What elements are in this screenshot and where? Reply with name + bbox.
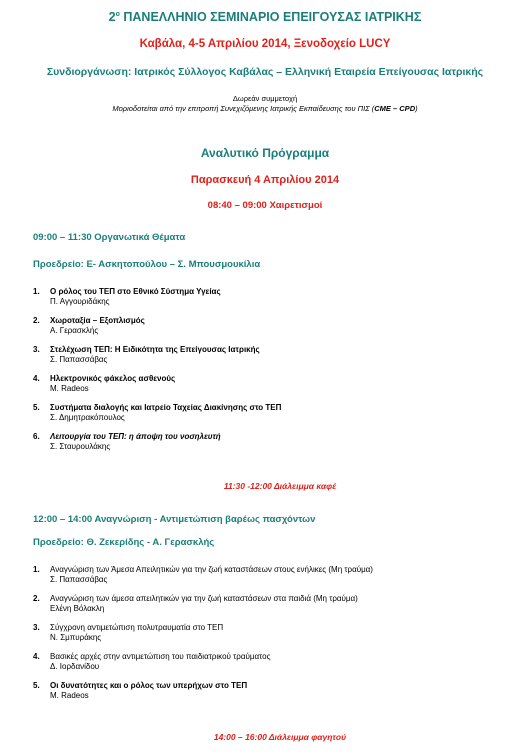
program-heading: Αναλυτικό Πρόγραμμα: [200, 146, 330, 160]
list-item: 5. Οι δυνατότητες και ο ρόλος των υπερήχων στο ΤΕΠ M. Radeos: [33, 681, 248, 700]
list-item: 1. Ο ρόλος του ΤΕΠ στο Εθνικό Σύστημα Υγείας Π. Αγγουριδάκης: [33, 287, 221, 306]
session-1-chairs: Προεδρείο: Ε- Ασκητοπούλου – Σ. Μπουσμουκίλια: [33, 259, 261, 270]
co-organizers: Συνδιοργάνωση: Ιατρικός Σύλλογος Καβάλας – Ελληνική Εταιρεία Επείγουσας Ιατρικής: [46, 66, 484, 78]
list-item: 6. Λειτουργία του ΤΕΠ: η άποψη του νοσηλευτή Σ. Σταυρουλάκης: [33, 432, 221, 451]
list-item: 1. Αναγνώριση των Άμεσα Απειλητικών για την ζωή καταστάσεων στους ενήλικες (Μη τραύμα) Σ. Παπασσάβας: [33, 565, 373, 584]
session-1-title: 09:00 – 11:30 Οργανωτικά Θέματα: [33, 232, 186, 243]
list-item: 3. Σύγχρονη αντιμετώπιση πολυτραυματία στο ΤΕΠ Ν. Σμπυράκης: [33, 623, 224, 642]
coffee-break: 11:30 -12:00 Διάλειμμα καφέ: [223, 481, 337, 491]
welcome-slot: 08:40 – 09:00 Χαιρετισμοί: [207, 200, 323, 211]
lunch-break: 14:00 – 16:00 Διάλειμμα φαγητού: [213, 732, 347, 742]
list-item: 4. Ηλεκτρονικός φάκελος ασθενούς M. Radeos: [33, 374, 176, 393]
program-day: Παρασκευή 4 Απριλίου 2014: [190, 174, 340, 186]
list-item: 2. Αναγνώριση των άμεσα απειλητικών για την ζωή καταστάσεων στα παιδιά (Μη τραύμα) Ελένη Βόλακλη: [33, 594, 358, 613]
session-2-title: 12:00 – 14:00 Αναγνώριση - Αντιμετώπιση βαρέως πασχόντων: [33, 514, 316, 525]
list-item: 5. Συστήματα διαλογής και Ιατρείο Ταχείας Διακίνησης στο ΤΕΠ Σ. Δημητρακόπουλος: [33, 403, 282, 422]
list-item: 3. Στελέχωση ΤΕΠ: Η Ειδικότητα της Επείγουσας Ιατρικής Σ. Παπασσάβας: [33, 345, 260, 364]
cme-credit-note: Μοριοδοτείται από την επιτροπή Συνεχιζόμενης Ιατρικής Εκπαίδευσης του ΠΙΣ (CME – CPD): [112, 104, 418, 113]
session-2-chairs: Προεδρείο: Θ. Ζεκερίδης - Α. Γερασκλής: [33, 537, 215, 548]
list-item: 4. Βασικές αρχές στην αντιμετώπιση του παιδιατρικού τραύματος Δ. Ιορδανίδου: [33, 652, 271, 671]
seminar-location-date: Καβάλα, 4-5 Απριλίου 2014, Ξενοδοχείο LUCY: [139, 38, 391, 50]
list-item: 2. Χωροταξία – Εξοπλισμός Α. Γερασκλής: [33, 316, 145, 335]
free-participation: Δωρεάν συμμετοχή: [232, 94, 298, 103]
seminar-title: $2^o$ ΠΑΝΕΛΛΗΝΙΟ ΣΕΜΙΝΑΡΙΟ ΕΠΕΙΓΟΥΣΑΣ ΙΑΤΡΙΚΗΣ: [108, 10, 422, 24]
